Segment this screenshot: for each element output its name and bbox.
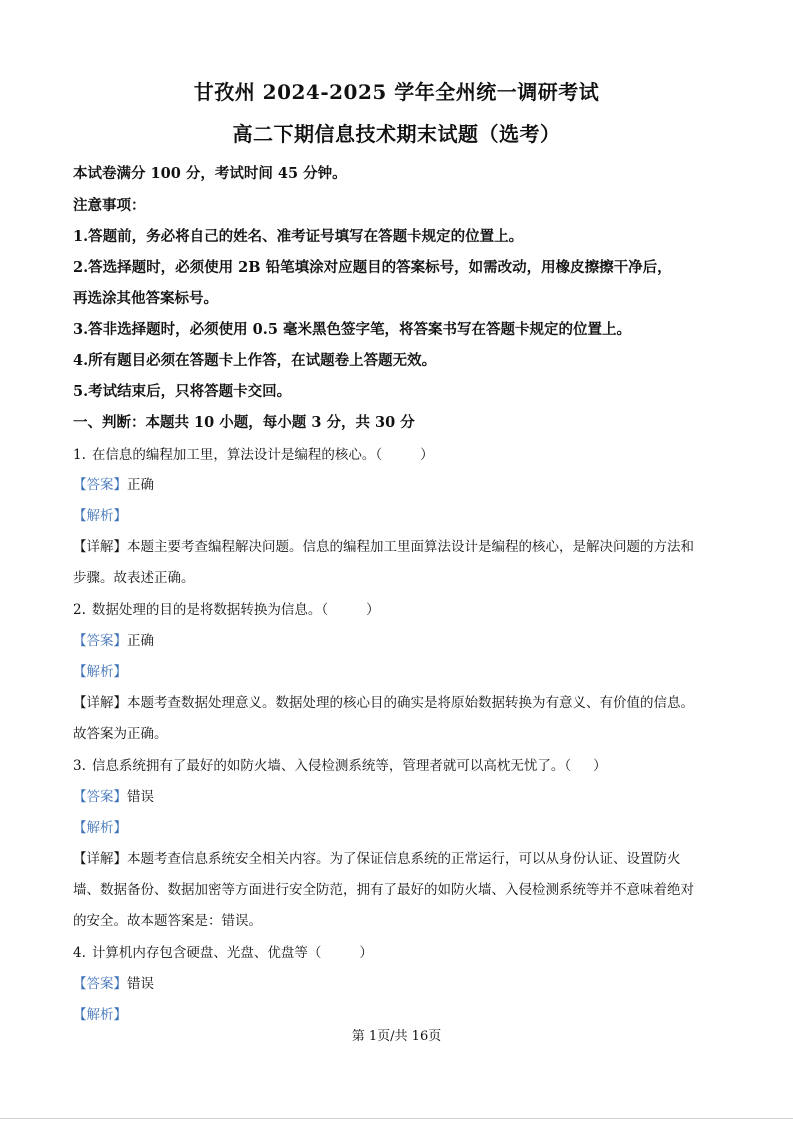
detail-text-cont: 步骤。故表述正确。	[73, 570, 195, 586]
notice-title: 注意事项：	[73, 197, 146, 214]
question-3	[73, 754, 723, 774]
answer-value: 正确	[127, 477, 154, 493]
detail-row	[73, 691, 723, 711]
detail-row	[73, 847, 723, 867]
answer-label: 【答案】	[73, 976, 127, 992]
page-divider	[0, 1118, 793, 1119]
question-text: 信息系统拥有了最好的如防火墙、入侵检测系统等，管理者就可以高枕无忧了。（	[91, 758, 572, 774]
exam-title-line1: 甘孜州 2024-2025 学年全州统一调研考试	[193, 80, 600, 104]
question-number: 1.	[73, 447, 86, 463]
answer-value: 错误	[127, 976, 154, 992]
notice-item-4: 4.所有题目必须在答题卡上作答，在试题卷上答题无效。	[73, 352, 437, 369]
answer-row	[73, 785, 723, 805]
question-number: 2.	[73, 602, 86, 618]
analysis-label: 【解析】	[73, 1007, 127, 1023]
question-number: 4.	[73, 945, 86, 961]
detail-text: 本题考查信息系统安全相关内容。为了保证信息系统的正常运行，可以从身份认证、设置防火	[127, 851, 681, 867]
question-text: 计算机内存包含硬盘、光盘、优盘等（	[91, 945, 322, 961]
question-4	[73, 941, 723, 961]
detail-text: 本题主要考查编程解决问题。信息的编程加工里面算法设计是编程的核心，是解决问题的方法和	[127, 539, 694, 555]
question-1	[73, 443, 723, 463]
notice-item-2-cont: 再选涂其他答案标号。	[73, 290, 218, 307]
detail-row	[73, 535, 723, 555]
question-2	[73, 598, 723, 618]
question-close-paren: ）	[593, 758, 607, 774]
answer-label: 【答案】	[73, 477, 127, 493]
answer-row	[73, 473, 723, 493]
answer-row	[73, 629, 723, 649]
analysis-label: 【解析】	[73, 508, 127, 524]
answer-value: 错误	[127, 789, 154, 805]
question-text: 在信息的编程加工里，算法设计是编程的核心。（	[91, 447, 383, 463]
question-close-paren: ）	[359, 945, 373, 961]
detail-text: 本题考查数据处理意义。数据处理的核心目的确实是将原始数据转换为有意义、有价值的信息。	[127, 695, 694, 711]
answer-label: 【答案】	[73, 633, 127, 649]
detail-label: 【详解】	[73, 539, 127, 555]
question-close-paren: ）	[420, 447, 434, 463]
detail-label: 【详解】	[73, 695, 127, 711]
answer-label: 【答案】	[73, 789, 127, 805]
question-text: 数据处理的目的是将数据转换为信息。（	[91, 602, 329, 618]
question-close-paren: ）	[366, 602, 380, 618]
detail-text-cont: 墙、数据备份、数据加密等方面进行安全防范，拥有了最好的如防火墙、入侵检测系统等并不意味着绝对	[73, 882, 694, 898]
score-time-note: 本试卷满分 100 分，考试时间 45 分钟。	[73, 165, 347, 182]
answer-value: 正确	[127, 633, 154, 649]
notice-item-3: 3.答非选择题时，必须使用 0.5 毫米黑色签字笔，将答案书写在答题卡规定的位置上。	[73, 321, 631, 338]
analysis-label: 【解析】	[73, 664, 127, 680]
detail-text-cont: 的安全。故本题答案是：错误。	[73, 913, 262, 929]
notice-item-2: 2.答选择题时，必须使用 2B 铅笔填涂对应题目的答案标号，如需改动，用橡皮擦擦干净后，	[73, 259, 672, 276]
analysis-label: 【解析】	[73, 820, 127, 836]
detail-label: 【详解】	[73, 851, 127, 867]
notice-item-1: 1.答题前，务必将自己的姓名、准考证号填写在答题卡规定的位置上。	[73, 228, 524, 245]
section-heading: 一、判断：本题共 10 小题，每小题 3 分，共 30 分	[73, 414, 415, 431]
answer-row	[73, 972, 723, 992]
detail-text-cont: 故答案为正确。	[73, 726, 168, 742]
page-footer: 第 1页/共 16页	[351, 1029, 442, 1044]
notice-item-5: 5.考试结束后，只将答题卡交回。	[73, 383, 292, 400]
exam-title-line2: 高二下期信息技术期末试题（选考）	[232, 122, 561, 146]
question-number: 3.	[73, 758, 86, 774]
